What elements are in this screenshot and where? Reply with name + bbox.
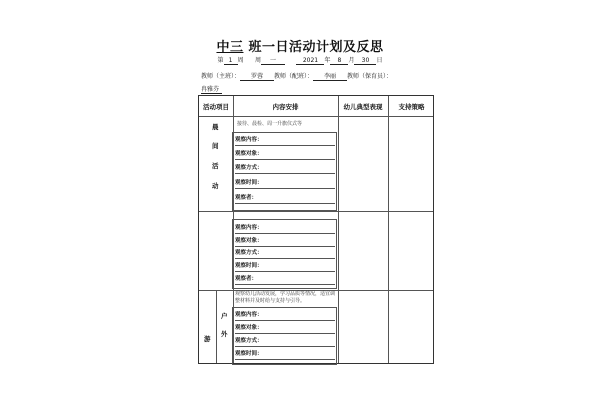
observe-line (235, 338, 335, 347)
year: 2021 (296, 57, 324, 65)
morning-char-1: 晨 (212, 123, 219, 131)
observe-line (235, 238, 335, 247)
morning-char-3: 活 (212, 162, 219, 170)
observe-line (235, 276, 335, 285)
page-title (0, 36, 600, 55)
week-prefix: 第 (217, 57, 224, 64)
observe-line (235, 137, 335, 146)
date-line (0, 55, 600, 65)
observe-label: 观察对象： (235, 238, 263, 244)
observe-label: 观察方式： (235, 250, 263, 256)
assist-teacher-label: 教师（配班）： (274, 73, 314, 80)
observe-line (235, 195, 335, 204)
observe-label: 观察内容： (235, 225, 263, 231)
observe-label: 观察方式： (235, 165, 263, 171)
col-header-content: 内容安排 (272, 102, 299, 111)
observe-line (235, 151, 335, 160)
col-header-performance: 幼儿典型表现 (343, 102, 383, 111)
outdoor-char-2: 外 (221, 330, 228, 338)
observe-line (235, 325, 335, 334)
week-label: 周 (237, 57, 244, 64)
morning-char-4: 动 (212, 182, 219, 190)
month-label: 月 (348, 57, 355, 64)
observe-label: 观察对象： (235, 325, 263, 331)
observe-line (235, 263, 335, 272)
observe-label: 观察者： (235, 276, 258, 282)
games-char: 游 (204, 335, 211, 343)
week-number: 1 (224, 57, 238, 65)
day-label: 日 (376, 57, 383, 64)
assist-teacher-name: 李丽 (313, 71, 347, 81)
outdoor-note: 观察幼儿活动发展，学习品质等情况，适宜调整材料并及时给与支持与引导。 (235, 291, 336, 304)
observe-line (235, 351, 335, 360)
observe-line (235, 225, 335, 234)
observe-label: 观察时间： (235, 263, 263, 269)
weekday-label: 周 (254, 57, 261, 64)
col-header-strategy: 支持策略 (398, 102, 425, 111)
observe-label: 观察对象： (235, 151, 263, 157)
outdoor-char-1: 户 (221, 312, 228, 320)
morning-content: 接待、晨检、周一升旗仪式等 (237, 121, 303, 127)
class-name: 中三 (216, 40, 244, 55)
observe-label: 观察时间： (235, 351, 263, 357)
observe-label: 观察时间： (235, 180, 263, 186)
morning-char-2: 间 (212, 142, 219, 150)
observe-line (235, 165, 335, 174)
month: 8 (330, 57, 348, 65)
observe-line (235, 312, 335, 321)
observe-line (235, 250, 335, 259)
care-teacher-label: 教师（保育员）： (347, 73, 393, 80)
observe-line (235, 180, 335, 189)
main-teacher-label: 教师（主班）： (201, 73, 241, 80)
observe-label: 观察内容： (235, 312, 263, 318)
col-header-activity: 活动项目 (203, 102, 229, 111)
plan-table (198, 95, 434, 364)
teacher-line (201, 71, 392, 81)
observe-label: 观察者： (235, 195, 258, 201)
title-text: 班一日活动计划及反思 (248, 40, 384, 55)
weekday: 一 (261, 55, 285, 65)
year-label: 年 (324, 57, 331, 64)
main-teacher-name: 罗蓉 (240, 71, 274, 81)
day: 30 (354, 57, 376, 65)
care-teacher-name: 冉雅芬 (201, 84, 222, 94)
observe-label: 观察内容： (235, 137, 263, 143)
observe-label: 观察方式： (235, 338, 263, 344)
